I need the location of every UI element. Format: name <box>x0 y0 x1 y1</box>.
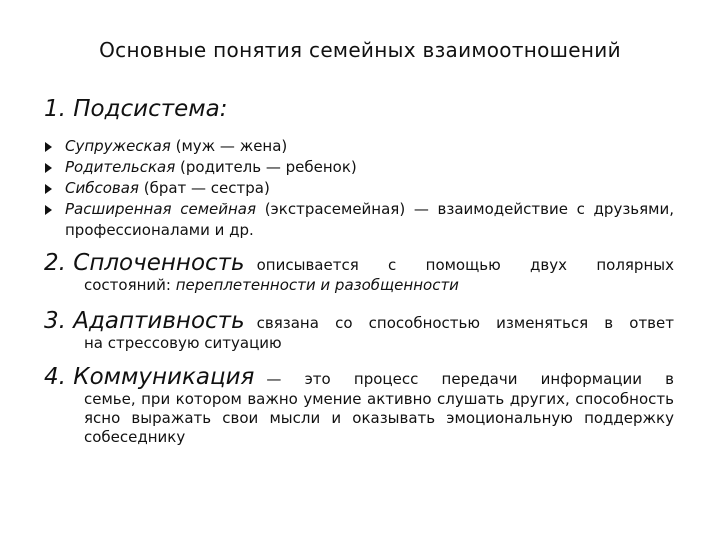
section-description-first-line: связана со способностью изменяться в ответ <box>256 314 674 332</box>
section-heading-subsystem: 1. Подсистема: <box>44 96 228 122</box>
list-item <box>44 199 674 241</box>
list-item <box>44 157 674 178</box>
bullet-term: Сибсовая <box>65 179 139 197</box>
section-communication <box>44 364 674 447</box>
subsystem-list <box>44 136 674 241</box>
section-adaptability <box>44 308 674 353</box>
bullet-term: Родительская <box>65 158 176 176</box>
list-item <box>44 178 674 199</box>
section-description-continuation <box>44 276 674 295</box>
section-description-continuation: семье, при котором важно умение активно слушать других, способность ясно выражать свои мысли и оказывать эмоциональную поддержку собеседнику <box>84 390 674 446</box>
section-description-first-line: описывается с помощью двух полярных <box>256 256 674 274</box>
slide-title: Основные понятия семейных взаимоотношений <box>99 38 621 62</box>
bullet-term: Супружеская <box>65 137 171 155</box>
section-heading-adaptability: 3. Адаптивность <box>44 308 245 334</box>
bullet-detail: (родитель — ребенок) <box>175 158 357 176</box>
section-description-first-line: — это процесс передачи информации в <box>266 370 674 388</box>
bullet-detail: (экстрасемейная) — взаимодействие с друзьями, профессионалами и др. <box>65 200 674 239</box>
description-text: состояний: <box>84 276 176 294</box>
triangle-bullet-icon <box>45 184 52 194</box>
description-italic-text: переплетенности и разобщенности <box>175 276 459 294</box>
triangle-bullet-icon <box>45 163 52 173</box>
triangle-bullet-icon <box>45 205 52 215</box>
triangle-bullet-icon <box>45 142 52 152</box>
section-heading-cohesion: 2. Сплоченность <box>44 250 245 276</box>
section-description-continuation: на стрессовую ситуацию <box>84 334 282 352</box>
bullet-term: Расширенная семейная <box>65 200 257 218</box>
list-item <box>44 136 674 157</box>
section-cohesion <box>44 250 674 295</box>
bullet-detail: (брат — сестра) <box>138 179 270 197</box>
section-heading-communication: 4. Коммуникация <box>44 364 255 390</box>
bullet-detail: (муж — жена) <box>170 137 288 155</box>
